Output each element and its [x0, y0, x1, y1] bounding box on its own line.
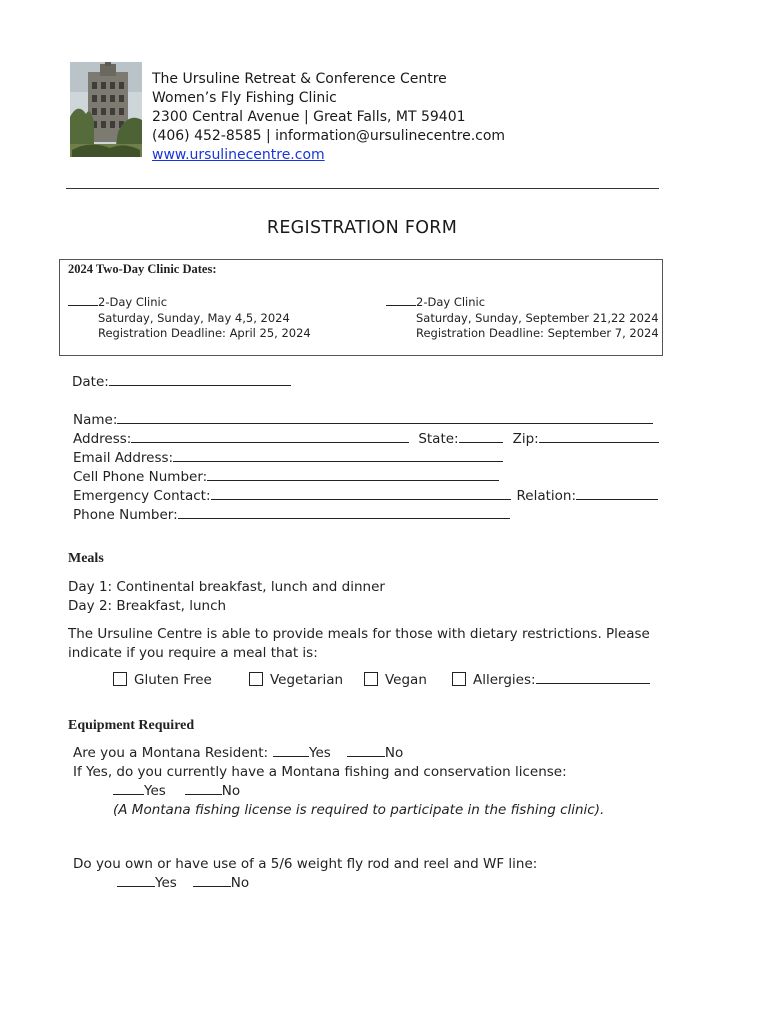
- license-yes-label: Yes: [144, 783, 166, 799]
- clinic-option-2-blank[interactable]: [386, 293, 416, 306]
- meal-option-gluten-free: [113, 671, 212, 690]
- header-block: [152, 70, 505, 165]
- clinic-dates-heading: 2024 Two-Day Clinic Dates:: [68, 262, 217, 276]
- meal-option-vegan: [364, 671, 427, 690]
- clinic-option-1-blank[interactable]: [68, 293, 98, 306]
- cell-field[interactable]: [207, 468, 499, 481]
- clinic-option-1-dates: Saturday, Sunday, May 4,5, 2024: [98, 310, 290, 325]
- allergies-label: Allergies:: [473, 672, 536, 688]
- email-label: Email Address:: [73, 450, 174, 466]
- address-field[interactable]: [131, 430, 409, 443]
- clinic-option-2-deadline: Registration Deadline: September 7, 2024: [416, 326, 659, 340]
- resident-row: [73, 744, 403, 763]
- website-link[interactable]: www.ursulinecentre.com: [152, 147, 325, 163]
- meal-option-allergies: [452, 671, 650, 690]
- org-contact: (406) 452-8585 | information@ursulinecentre.com: [152, 128, 506, 144]
- relation-field[interactable]: [576, 487, 658, 500]
- cell-row: [73, 468, 499, 487]
- date-field[interactable]: [109, 373, 291, 386]
- license-no-blank[interactable]: [185, 782, 222, 795]
- phone-field[interactable]: [178, 506, 510, 519]
- address-label: Address:: [73, 431, 132, 447]
- rod-yes-blank[interactable]: [117, 874, 155, 887]
- date-label: Date:: [72, 374, 109, 390]
- email-row: [73, 449, 503, 468]
- meal-option-vegetarian: [249, 671, 343, 690]
- resident-no-blank[interactable]: [347, 744, 385, 757]
- event-name: Women’s Fly Fishing Clinic: [152, 90, 337, 106]
- rod-no-label: No: [230, 875, 250, 891]
- license-question: If Yes, do you currently have a Montana fishing and conservation license:: [73, 764, 567, 780]
- name-row: [73, 411, 653, 430]
- state-field[interactable]: [459, 430, 503, 443]
- rod-answer-row: [117, 874, 249, 893]
- emergency-field[interactable]: [211, 487, 511, 500]
- clinic-option-1: [68, 293, 311, 342]
- vegetarian-label: Vegetarian: [270, 672, 344, 688]
- emergency-row: [73, 487, 658, 506]
- org-address: 2300 Central Avenue | Great Falls, MT 59401: [152, 109, 466, 125]
- gluten-free-checkbox[interactable]: [113, 672, 127, 686]
- rod-yes-label: Yes: [155, 875, 177, 891]
- org-name: The Ursuline Retreat & Conference Centre: [152, 71, 447, 87]
- date-row: [72, 373, 291, 392]
- vegetarian-checkbox[interactable]: [249, 672, 263, 686]
- meals-day1: Day 1: Continental breakfast, lunch and dinner: [68, 579, 385, 595]
- emergency-label: Emergency Contact:: [73, 488, 211, 504]
- phone-row: [73, 506, 510, 525]
- phone-label: Phone Number:: [73, 507, 178, 523]
- clinic-option-2-label: 2-Day Clinic: [416, 295, 486, 309]
- rod-question: Do you own or have use of a 5/6 weight fly rod and reel and WF line:: [73, 856, 538, 872]
- vegan-label: Vegan: [385, 672, 427, 688]
- license-yes-blank[interactable]: [113, 782, 144, 795]
- email-field[interactable]: [173, 449, 503, 462]
- gluten-free-label: Gluten Free: [134, 672, 212, 688]
- zip-field[interactable]: [539, 430, 659, 443]
- clinic-option-1-deadline: Registration Deadline: April 25, 2024: [98, 326, 311, 340]
- header-divider: [66, 188, 659, 189]
- equipment-heading: Equipment Required: [68, 718, 195, 733]
- license-answer-row: [113, 782, 240, 801]
- license-note: (A Montana fishing license is required to participate in the fishing clinic).: [113, 802, 605, 818]
- meals-note-line1: The Ursuline Centre is able to provide meals for those with dietary restrictions. Please: [68, 626, 650, 642]
- license-no-label: No: [221, 783, 241, 799]
- resident-yes-blank[interactable]: [273, 744, 309, 757]
- state-label: State:: [418, 431, 459, 447]
- clinic-option-2-dates: Saturday, Sunday, September 21,22 2024: [416, 310, 659, 325]
- clinic-option-1-label: 2-Day Clinic: [98, 295, 168, 309]
- name-field[interactable]: [117, 411, 653, 424]
- meals-heading: Meals: [68, 551, 104, 566]
- address-row: [73, 430, 659, 449]
- relation-label: Relation:: [516, 488, 577, 504]
- resident-question: Are you a Montana Resident:: [73, 745, 269, 761]
- clinic-option-2: [386, 293, 659, 342]
- building-photo: [70, 62, 142, 157]
- resident-yes-label: Yes: [309, 745, 331, 761]
- vegan-checkbox[interactable]: [364, 672, 378, 686]
- name-label: Name:: [73, 412, 118, 428]
- meals-day2: Day 2: Breakfast, lunch: [68, 598, 227, 614]
- form-title: REGISTRATION FORM: [266, 218, 458, 238]
- meals-note-line2: indicate if you require a meal that is:: [68, 645, 318, 661]
- zip-label: Zip:: [512, 431, 539, 447]
- rod-no-blank[interactable]: [193, 874, 231, 887]
- resident-no-label: No: [384, 745, 404, 761]
- allergies-field[interactable]: [536, 671, 650, 684]
- cell-label: Cell Phone Number:: [73, 469, 208, 485]
- allergies-checkbox[interactable]: [452, 672, 466, 686]
